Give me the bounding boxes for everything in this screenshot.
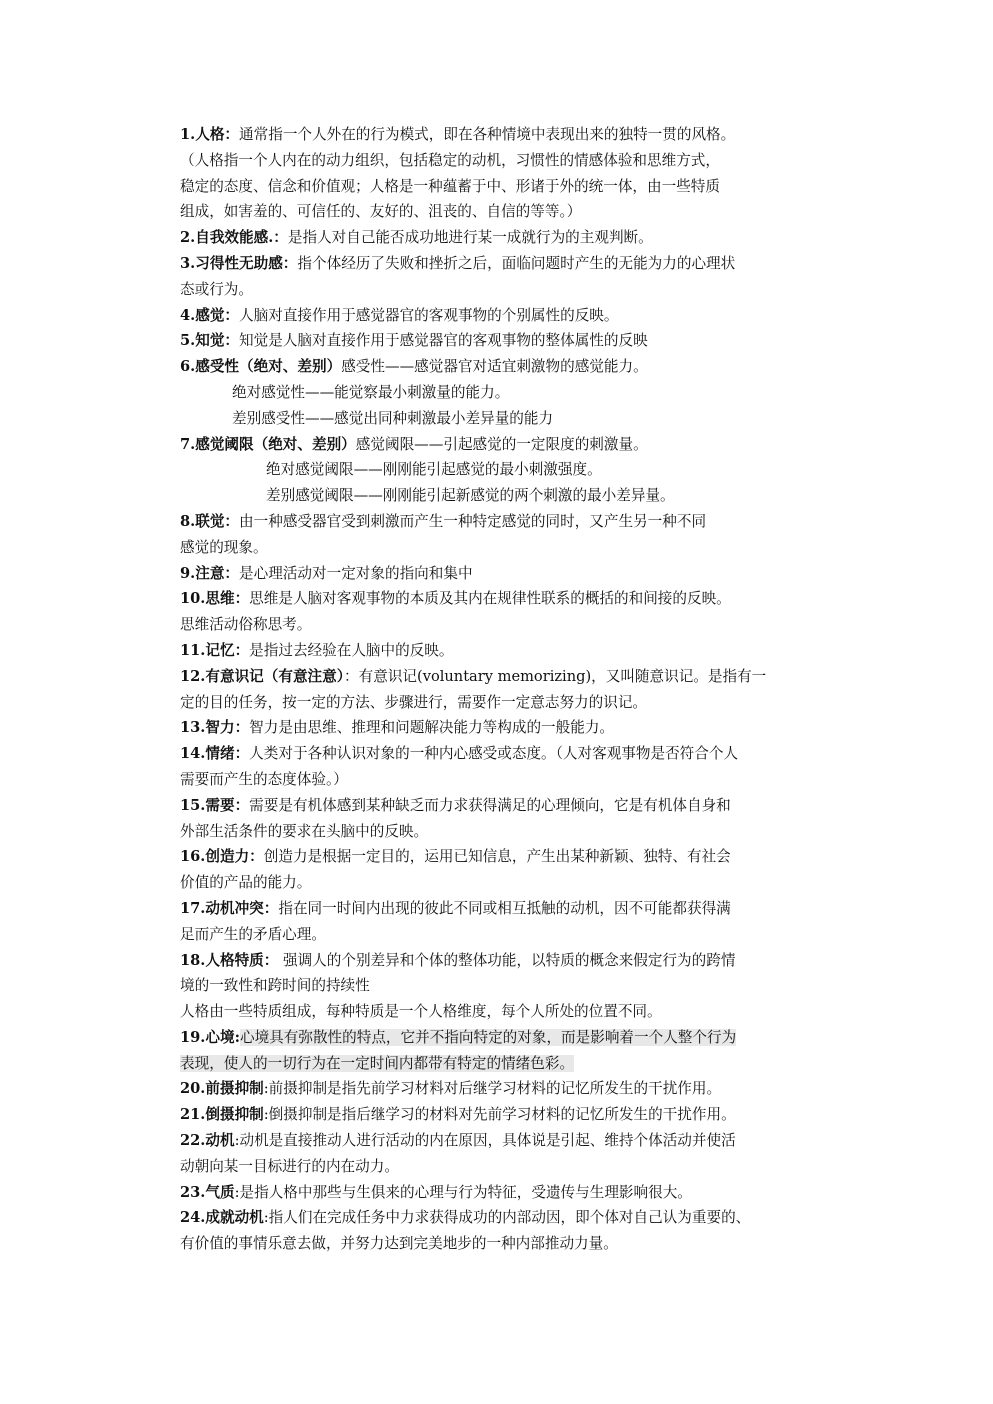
definition-text: （人格指一个人内在的动力组织，包括稳定的动机，习惯性的情感体验和思维方式， — [180, 151, 720, 169]
definition-text: 是指人对自己能否成功地进行某一成就行为的主观判断。 — [287, 229, 653, 247]
definition-text: 定的目的任务，按一定的方法、步骤进行，需要作一定意志努力的识记。 — [180, 693, 648, 711]
definition-line — [180, 586, 852, 612]
sub-definition-line: 差别感受性——感觉出同种刺激最小差异量的能力 — [232, 409, 554, 427]
definition-line — [180, 225, 852, 251]
definition-text: 是指过去经验在人脑中的反映。 — [249, 641, 454, 659]
definition-line — [180, 690, 852, 716]
definition-text: 创造力是根据一定目的，运用已知信息，产生出某种新颖、独特、有社会 — [263, 848, 731, 866]
definition-term: 14.情绪： — [180, 745, 250, 763]
definition-line — [180, 664, 852, 690]
definition-line — [180, 1076, 852, 1102]
definition-term: 3.习得性无助感： — [180, 254, 298, 272]
definition-entry — [180, 1076, 852, 1102]
definition-line — [180, 844, 852, 870]
definition-line — [180, 767, 852, 793]
definition-term: 7.感觉阈限（绝对、差别） — [180, 435, 356, 453]
definition-term: 2.自我效能感.： — [180, 229, 288, 247]
definition-text: 境的一致性和跨时间的持续性 — [180, 977, 370, 995]
definition-term: 10.思维： — [180, 590, 250, 608]
definition-term: 6.感受性（绝对、差别） — [180, 358, 342, 376]
definition-line — [180, 1128, 852, 1154]
definition-text: 强调人的个别差异和个体的整体功能，以特质的概念来假定行为的跨情 — [278, 951, 736, 969]
definition-entry — [180, 1205, 852, 1257]
definition-entry — [180, 354, 852, 431]
definition-text: :倒摄抑制是指后继学习的材料对先前学习材料的记忆所发生的干扰作用。 — [263, 1106, 736, 1124]
definition-term: 4.感觉： — [180, 306, 240, 324]
definition-entry — [180, 328, 852, 354]
definition-line — [180, 354, 852, 380]
definition-text: 需要是有机体感到某种缺乏而力求获得满足的心理倾向，它是有机体自身和 — [249, 796, 731, 814]
definition-term: 5.知觉： — [180, 332, 240, 350]
definition-line — [180, 1231, 852, 1257]
definition-line — [180, 1180, 852, 1206]
definition-text: 人类对于各种认识对象的一种内心感受或态度。（人对客观事物是否符合个人 — [249, 745, 739, 763]
definition-entry — [180, 303, 852, 329]
definition-line — [180, 199, 852, 225]
definition-line — [180, 1154, 852, 1180]
definition-entry — [180, 844, 852, 896]
definition-entry — [180, 741, 852, 793]
definition-line — [180, 922, 852, 948]
definition-line — [180, 1025, 852, 1051]
definition-line — [180, 328, 852, 354]
definition-term: 23.气质 — [180, 1183, 235, 1201]
definition-entry — [180, 432, 852, 509]
definition-text: 由一种感受器官受到刺激而产生一种特定感觉的同时，又产生另一种不同 — [239, 512, 707, 530]
definition-term: 24.成就动机 — [180, 1209, 264, 1227]
definition-line — [180, 535, 852, 561]
definition-entry — [180, 1102, 852, 1128]
definition-text: 人格由一些特质组成，每种特质是一个人格维度，每个人所处的位置不同。 — [180, 1003, 662, 1021]
definition-term: 9.注意： — [180, 564, 240, 582]
definition-line — [180, 715, 852, 741]
definition-text: 需要而产生的态度体验。） — [180, 770, 348, 788]
definition-text: 思维活动俗称思考。 — [180, 616, 312, 634]
definition-text: :指人们在完成任务中力求获得成功的内部动因，即个体对自己认为重要的、 — [263, 1209, 751, 1227]
definition-line — [180, 251, 852, 277]
definition-text: 表现，使人的一切行为在一定时间内都带有特定的情绪色彩。 — [180, 1054, 575, 1072]
definition-text: 价值的产品的能力。 — [180, 874, 312, 892]
definition-term: 19.心境: — [180, 1028, 240, 1046]
definition-text: 是心理活动对一定对象的指向和集中 — [239, 564, 473, 582]
definition-text: 心境具有弥散性的特点，它并不指向特定的对象，而是影响着一个人整个行为 — [239, 1028, 737, 1046]
definition-line — [180, 1051, 852, 1077]
definition-text: 稳定的态度、信念和价值观；人格是一种蕴蓄于中、形诸于外的统一体，由一些特质 — [180, 177, 720, 195]
definition-entry — [180, 561, 852, 587]
definition-text: 组成，如害羞的、可信任的、友好的、沮丧的、自信的等等。） — [180, 203, 582, 221]
definition-text: 知觉是人脑对直接作用于感觉器官的客观事物的整体属性的反映 — [239, 332, 648, 350]
definitions-list — [180, 122, 852, 1257]
definition-text: :前摄抑制是指先前学习材料对后继学习材料的记忆所发生的干扰作用。 — [263, 1080, 722, 1098]
definition-text: 态或行为。 — [180, 280, 253, 298]
definition-text: 人脑对直接作用于感觉器官的客观事物的个别属性的反映。 — [239, 306, 619, 324]
definition-term: 16.创造力： — [180, 848, 264, 866]
definition-term: 18.人格特质： — [180, 951, 279, 969]
definition-line — [180, 896, 852, 922]
definition-line — [180, 638, 852, 664]
definition-line — [180, 303, 852, 329]
sub-definition-line: 绝对感觉阈限——刚刚能引起感觉的最小刺激强度。 — [266, 461, 602, 479]
definition-line — [180, 1205, 852, 1231]
definition-term: 8.联觉： — [180, 512, 240, 530]
definition-text: 感觉阈限——引起感觉的一定限度的刺激量。 — [355, 435, 648, 453]
definition-text: :是指人格中那些与生俱来的心理与行为特征，受遗传与生理影响很大。 — [234, 1183, 692, 1201]
definition-term: 22.动机 — [180, 1132, 235, 1150]
definition-line — [180, 948, 852, 974]
definition-term: 20.前摄抑制 — [180, 1080, 264, 1098]
definition-text: ：有意识记(voluntary memorizing)，又叫随意识记。是指有一 — [344, 667, 767, 685]
definition-entry — [180, 1180, 852, 1206]
definition-text: 感觉的现象。 — [180, 538, 268, 556]
definition-term: 11.记忆： — [180, 641, 250, 659]
definition-entry — [180, 122, 852, 225]
sub-definition-line: 绝对感觉性——能觉察最小刺激量的能力。 — [232, 383, 510, 401]
definition-text: 指在同一时间内出现的彼此不同或相互抵触的动机，因不可能都获得满 — [278, 899, 731, 917]
definition-line — [180, 612, 852, 638]
definition-entry — [180, 715, 852, 741]
definition-entry — [180, 638, 852, 664]
definition-entry — [180, 225, 852, 251]
definition-entry — [180, 586, 852, 638]
definition-line — [180, 1102, 852, 1128]
definition-text: 思维是人脑对客观事物的本质及其内在规律性联系的概括的和间接的反映。 — [249, 590, 731, 608]
definition-entry — [180, 1025, 852, 1077]
definition-term: 15.需要： — [180, 796, 250, 814]
definition-entry — [180, 948, 852, 1025]
definition-term: 1.人格： — [180, 126, 240, 143]
definition-term: 13.智力： — [180, 719, 250, 737]
definition-text: 智力是由思维、推理和问题解决能力等构成的一般能力。 — [249, 719, 615, 737]
definition-line — [180, 277, 852, 303]
definition-entry — [180, 509, 852, 561]
definition-text: :动机是直接推动人进行活动的内在原因，具体说是引起、维持个体活动并使活 — [234, 1132, 736, 1150]
definition-line — [180, 819, 852, 845]
definition-line — [180, 870, 852, 896]
definition-line — [180, 432, 852, 458]
definition-entry — [180, 251, 852, 303]
definition-line — [180, 148, 852, 174]
definition-line — [180, 509, 852, 535]
definition-entry — [180, 793, 852, 845]
definition-entry — [180, 896, 852, 948]
definition-entry — [180, 664, 852, 716]
definition-term: 21.倒摄抑制 — [180, 1106, 264, 1124]
definition-line — [180, 999, 852, 1025]
definition-line — [180, 741, 852, 767]
definition-text: 感受性——感觉器官对适宜刺激物的感觉能力。 — [341, 358, 648, 376]
definition-term: 17.动机冲突： — [180, 899, 279, 917]
definition-text: 动朝向某一目标进行的内在动力。 — [180, 1157, 399, 1175]
definition-line — [180, 122, 852, 148]
sub-definition-line: 差别感觉阈限——刚刚能引起新感觉的两个刺激的最小差异量。 — [266, 487, 675, 505]
definition-text: 足而产生的矛盾心理。 — [180, 925, 326, 943]
definition-text: 有价值的事情乐意去做，并努力达到完美地步的一种内部推动力量。 — [180, 1235, 618, 1253]
definition-text: 外部生活条件的要求在头脑中的反映。 — [180, 822, 429, 840]
definition-line — [180, 793, 852, 819]
definition-entry — [180, 1128, 852, 1180]
definition-line — [180, 174, 852, 200]
definition-text: 通常指一个人外在的行为模式，即在各种情境中表现出来的独特一贯的风格。 — [239, 126, 736, 143]
definition-text: 指个体经历了失败和挫折之后，面临问题时产生的无能为力的心理状 — [297, 254, 736, 272]
definition-term: 12.有意识记（有意注意） — [180, 667, 345, 685]
definition-line — [180, 561, 852, 587]
definition-line — [180, 973, 852, 999]
